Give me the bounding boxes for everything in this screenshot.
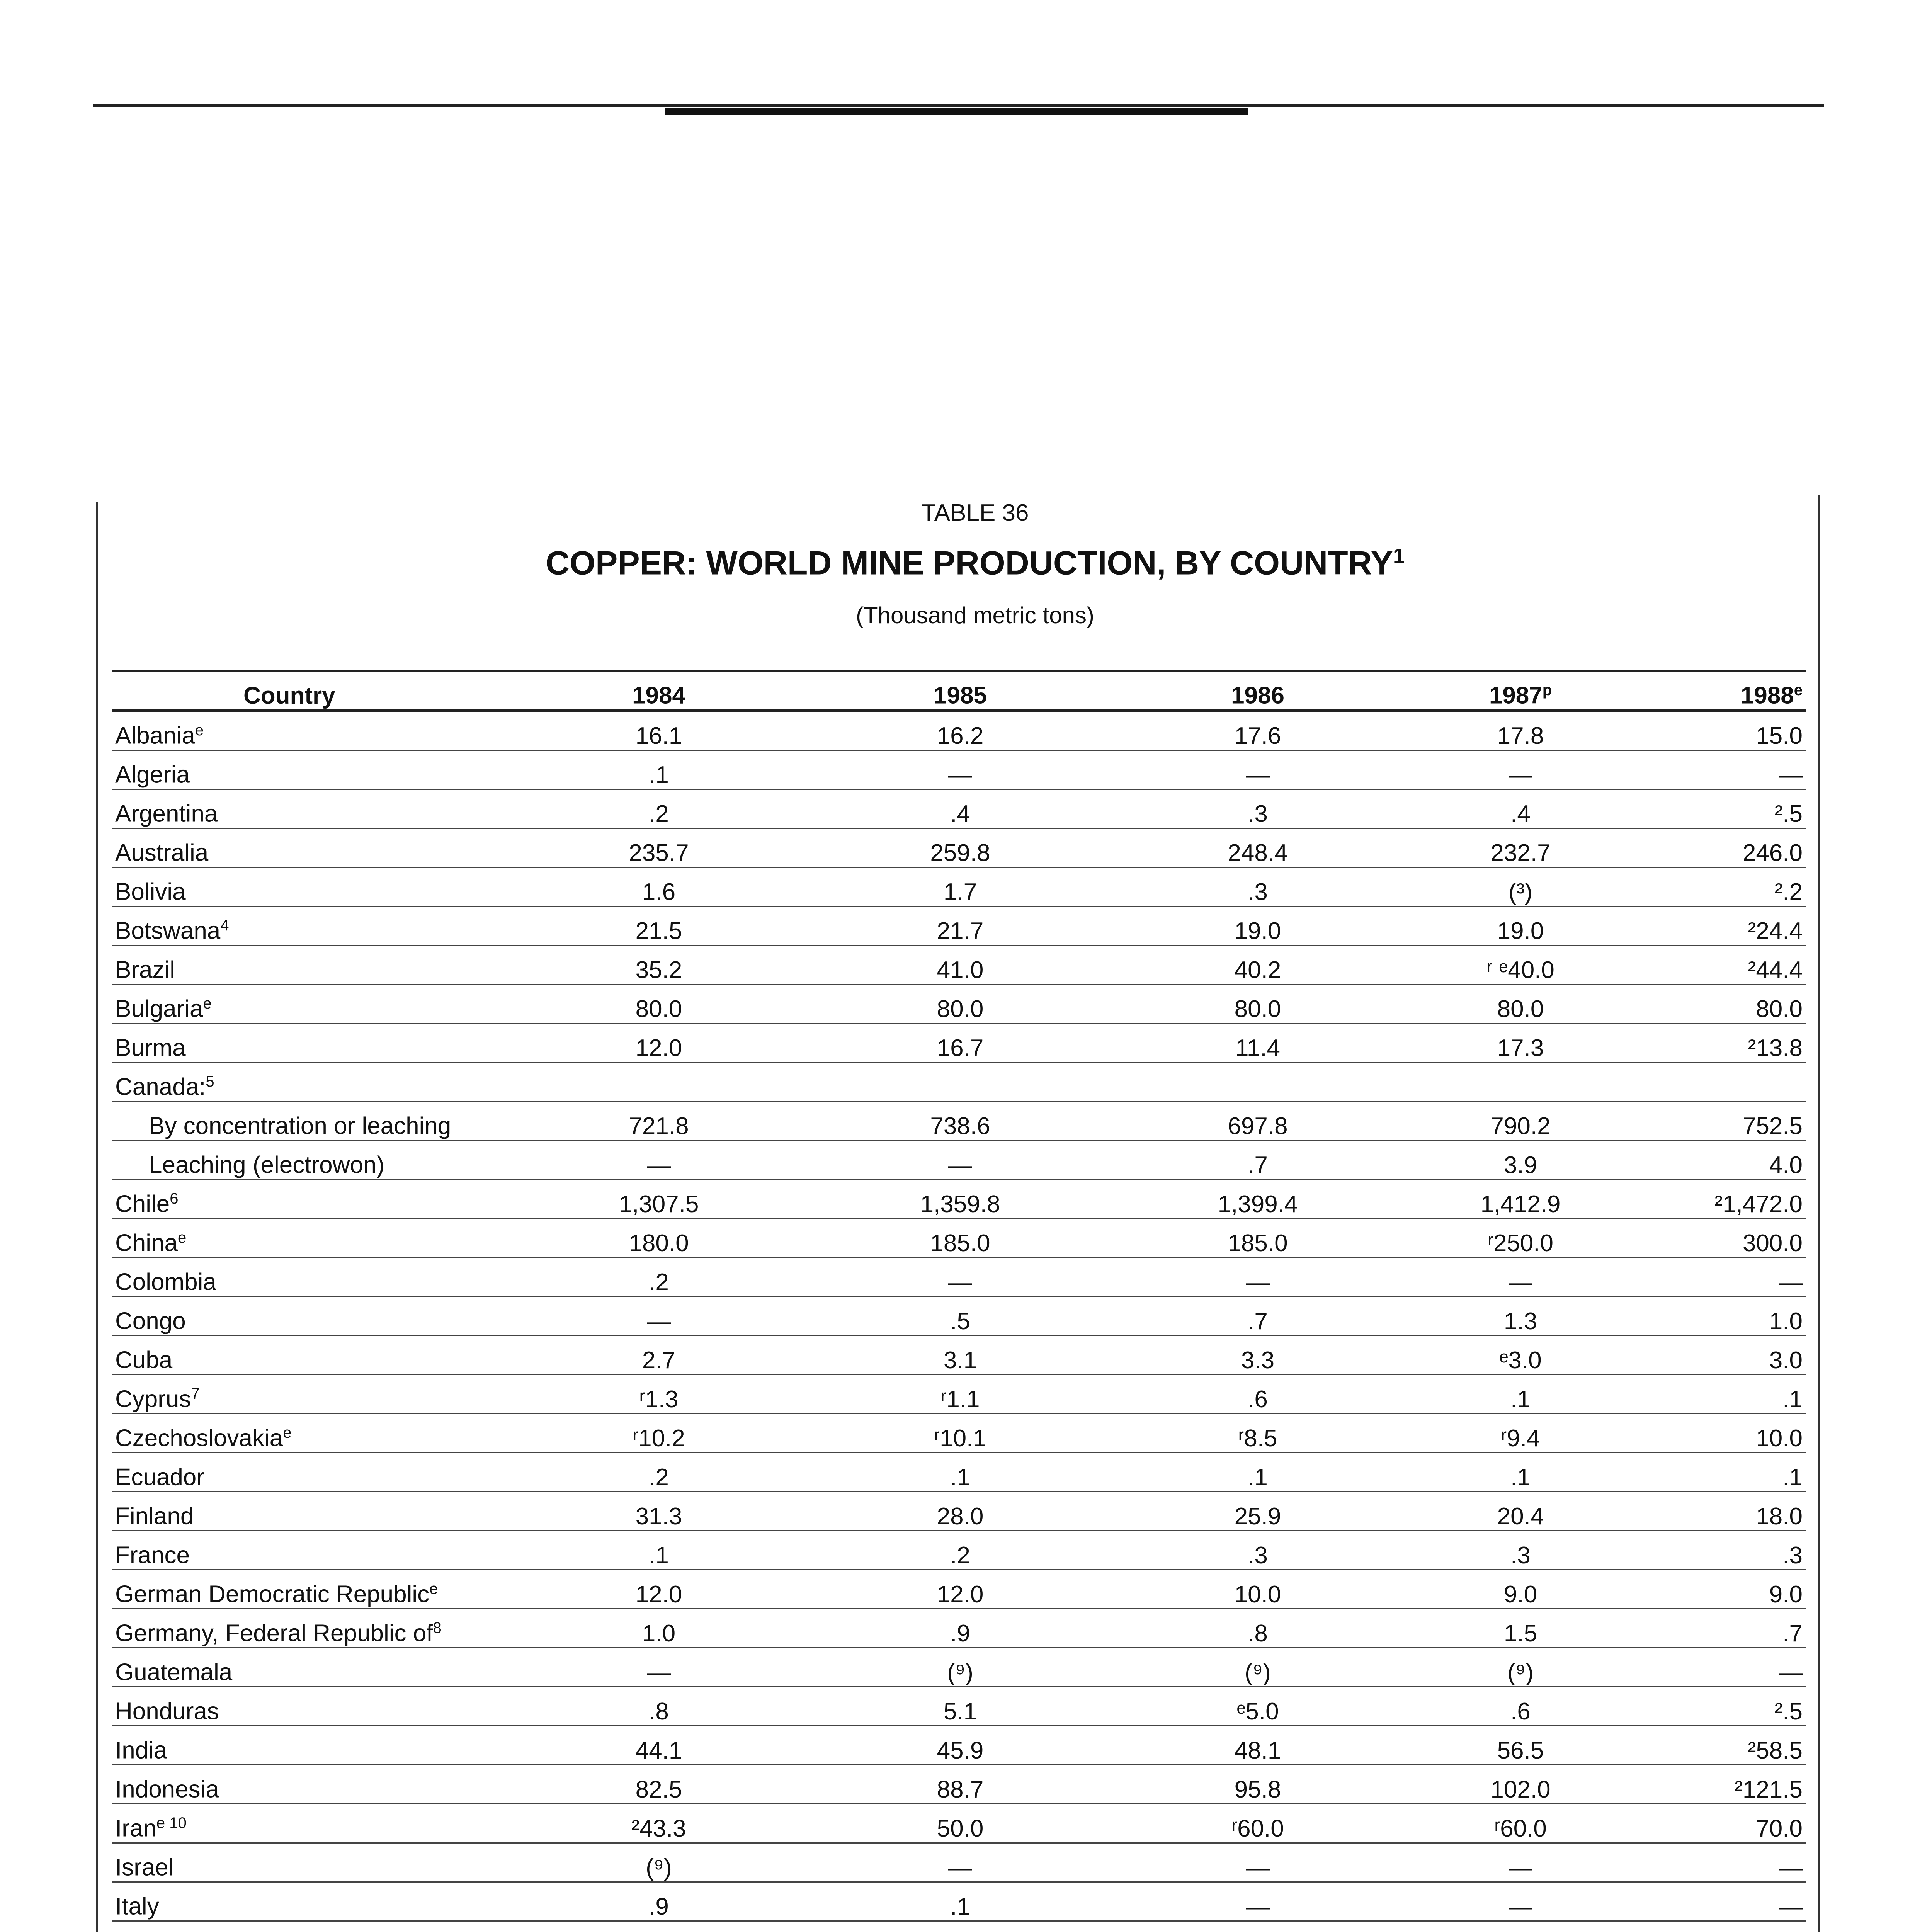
value-cell: 5.1 bbox=[811, 1687, 1109, 1726]
country-cell: Leaching (electrowon) bbox=[112, 1141, 506, 1180]
table-row bbox=[112, 1219, 1806, 1258]
value-cell bbox=[1109, 1063, 1406, 1102]
value-cell: .7 bbox=[1634, 1609, 1806, 1648]
value-cell: .1 bbox=[506, 1531, 811, 1570]
value-cell: 19.0 bbox=[1406, 906, 1634, 946]
country-cell: France bbox=[112, 1531, 506, 1570]
country-cell: Iran$^{e 10}$ bbox=[112, 1804, 506, 1843]
country-cell: Burma bbox=[112, 1024, 506, 1063]
value-cell: (⁹) bbox=[811, 1648, 1109, 1687]
value-cell: 12.0 bbox=[506, 1024, 811, 1063]
value-cell: 180.0 bbox=[506, 1219, 811, 1258]
table-row bbox=[112, 985, 1806, 1024]
production-table bbox=[112, 670, 1806, 1932]
country-cell: Honduras bbox=[112, 1687, 506, 1726]
value-cell: ᵉ5.0 bbox=[1109, 1687, 1406, 1726]
country-cell: Albania$^e$ bbox=[112, 711, 506, 750]
value-cell: 9.0 bbox=[1406, 1570, 1634, 1609]
country-cell: Indonesia bbox=[112, 1765, 506, 1804]
country-cell: Cuba bbox=[112, 1336, 506, 1375]
value-cell: — bbox=[811, 1843, 1109, 1882]
value-cell: — bbox=[1634, 1843, 1806, 1882]
value-cell: ʳ10.2 bbox=[506, 1414, 811, 1453]
value-cell: .6 bbox=[1406, 1687, 1634, 1726]
country-cell: Bulgaria$^e$ bbox=[112, 985, 506, 1024]
country-cell: Finland bbox=[112, 1492, 506, 1531]
table-row bbox=[112, 1180, 1806, 1219]
value-cell: ʳ1.1 bbox=[811, 1375, 1109, 1414]
country-cell: By concentration or leaching bbox=[112, 1102, 506, 1141]
table-row bbox=[112, 1843, 1806, 1882]
value-cell: 17.8 bbox=[1406, 711, 1634, 750]
value-cell: 246.0 bbox=[1634, 828, 1806, 867]
value-cell: .3 bbox=[1109, 1531, 1406, 1570]
value-cell: 3.1 bbox=[811, 1336, 1109, 1375]
value-cell: 82.5 bbox=[506, 1765, 811, 1804]
value-cell: 102.0 bbox=[1406, 1765, 1634, 1804]
table-row bbox=[112, 828, 1806, 867]
value-cell bbox=[506, 1063, 811, 1102]
value-cell: .5 bbox=[811, 1297, 1109, 1336]
table-row bbox=[112, 1531, 1806, 1570]
country-cell: Canada:$^5$ bbox=[112, 1063, 506, 1102]
value-cell: 41.0 bbox=[811, 946, 1109, 985]
value-cell: 48.1 bbox=[1109, 1726, 1406, 1765]
value-cell: 697.8 bbox=[1109, 1102, 1406, 1141]
value-cell: — bbox=[811, 1258, 1109, 1297]
table-row bbox=[112, 1921, 1806, 1932]
value-cell: (⁹) bbox=[506, 1843, 811, 1882]
value-cell: — bbox=[506, 1141, 811, 1180]
country-cell: Cyprus$^7$ bbox=[112, 1375, 506, 1414]
value-cell: — bbox=[1634, 1648, 1806, 1687]
value-cell: 10.0 bbox=[1109, 1570, 1406, 1609]
country-cell: India bbox=[112, 1726, 506, 1765]
table-row bbox=[112, 1570, 1806, 1609]
value-cell: 21.7 bbox=[811, 906, 1109, 946]
value-cell: ʳ9.4 bbox=[1406, 1414, 1634, 1453]
country-cell: Czechoslovakia$^e$ bbox=[112, 1414, 506, 1453]
value-cell: 1,307.5 bbox=[506, 1180, 811, 1219]
header-year: 1985 bbox=[934, 682, 987, 709]
left-margin-rule bbox=[96, 502, 98, 1932]
table-row bbox=[112, 1648, 1806, 1687]
value-cell: 1.7 bbox=[811, 867, 1109, 906]
country-cell: Algeria bbox=[112, 750, 506, 789]
value-cell: .2 bbox=[506, 1258, 811, 1297]
value-cell bbox=[1634, 1921, 1806, 1932]
header-year: 1987$^p$ bbox=[1489, 682, 1552, 709]
table-title-footnote: 1 bbox=[1393, 544, 1405, 568]
value-cell: — bbox=[1109, 1258, 1406, 1297]
value-cell: 20.4 bbox=[1406, 1492, 1634, 1531]
value-cell: .2 bbox=[506, 789, 811, 828]
value-cell: 10.0 bbox=[1634, 1414, 1806, 1453]
value-cell: 248.4 bbox=[1109, 828, 1406, 867]
table-row bbox=[112, 1375, 1806, 1414]
table-row bbox=[112, 1726, 1806, 1765]
value-cell: 1.5 bbox=[1406, 1609, 1634, 1648]
value-cell bbox=[1406, 1063, 1634, 1102]
value-cell: ².5 bbox=[1634, 789, 1806, 828]
value-cell bbox=[1406, 1921, 1634, 1932]
value-cell: 18.0 bbox=[1634, 1492, 1806, 1531]
value-cell: 2.7 bbox=[506, 1336, 811, 1375]
value-cell: .1 bbox=[1406, 1453, 1634, 1492]
country-cell: Australia bbox=[112, 828, 506, 867]
value-cell: .1 bbox=[1634, 1453, 1806, 1492]
header-year: 1984 bbox=[632, 682, 685, 709]
value-cell: 235.7 bbox=[506, 828, 811, 867]
value-cell: — bbox=[506, 1297, 811, 1336]
value-cell: .9 bbox=[506, 1882, 811, 1921]
table-number: TABLE 36 bbox=[921, 500, 1029, 526]
value-cell: — bbox=[1634, 1882, 1806, 1921]
value-cell: ²121.5 bbox=[1634, 1765, 1806, 1804]
value-cell: 80.0 bbox=[1406, 985, 1634, 1024]
value-cell: ²58.5 bbox=[1634, 1726, 1806, 1765]
country-cell: Botswana$^4$ bbox=[112, 906, 506, 946]
country-cell: Colombia bbox=[112, 1258, 506, 1297]
value-cell bbox=[506, 1921, 811, 1932]
right-margin-rule bbox=[1818, 495, 1820, 1932]
country-cell: Germany, Federal Republic $of^8$ bbox=[112, 1609, 506, 1648]
value-cell: — bbox=[1406, 1882, 1634, 1921]
value-cell: 44.1 bbox=[506, 1726, 811, 1765]
value-cell: ʳ8.5 bbox=[1109, 1414, 1406, 1453]
value-cell: .3 bbox=[1109, 867, 1406, 906]
table-row bbox=[112, 906, 1806, 946]
value-cell bbox=[1109, 1921, 1406, 1932]
value-cell: — bbox=[1406, 1843, 1634, 1882]
table-row bbox=[112, 1882, 1806, 1921]
header-year: 1988e bbox=[1740, 682, 1803, 709]
value-cell: 3.3 bbox=[1109, 1336, 1406, 1375]
value-cell: 17.6 bbox=[1109, 711, 1406, 750]
top-rule-thick bbox=[665, 108, 1248, 115]
value-cell: .4 bbox=[811, 789, 1109, 828]
value-cell: 35.2 bbox=[506, 946, 811, 985]
value-cell: 70.0 bbox=[1634, 1804, 1806, 1843]
value-cell: (⁹) bbox=[1109, 1648, 1406, 1687]
value-cell: 3.0 bbox=[1634, 1336, 1806, 1375]
country-cell: Brazil bbox=[112, 946, 506, 985]
value-cell: .2 bbox=[506, 1453, 811, 1492]
table-row bbox=[112, 1765, 1806, 1804]
value-cell: 1,399.4 bbox=[1109, 1180, 1406, 1219]
value-cell: 738.6 bbox=[811, 1102, 1109, 1141]
country-cell: China$^e$ bbox=[112, 1219, 506, 1258]
table-row bbox=[112, 789, 1806, 828]
value-cell: — bbox=[1634, 1258, 1806, 1297]
value-cell: 45.9 bbox=[811, 1726, 1109, 1765]
value-cell: .8 bbox=[506, 1687, 811, 1726]
value-cell: — bbox=[811, 1141, 1109, 1180]
value-cell: (³) bbox=[1406, 867, 1634, 906]
table-row bbox=[112, 1258, 1806, 1297]
value-cell: 232.7 bbox=[1406, 828, 1634, 867]
table-row bbox=[112, 946, 1806, 985]
value-cell: 185.0 bbox=[811, 1219, 1109, 1258]
value-cell: 12.0 bbox=[811, 1570, 1109, 1609]
country-cell: Guatemala bbox=[112, 1648, 506, 1687]
value-cell bbox=[811, 1063, 1109, 1102]
value-cell: ʳ1.3 bbox=[506, 1375, 811, 1414]
table-title bbox=[0, 544, 1932, 583]
value-cell: ᵉ3.0 bbox=[1406, 1336, 1634, 1375]
value-cell: ²24.4 bbox=[1634, 906, 1806, 946]
value-cell: — bbox=[1406, 1258, 1634, 1297]
value-cell: ʳ60.0 bbox=[1109, 1804, 1406, 1843]
table-row bbox=[112, 1297, 1806, 1336]
value-cell: 95.8 bbox=[1109, 1765, 1406, 1804]
value-cell: .4 bbox=[1406, 789, 1634, 828]
value-cell: 1.3 bbox=[1406, 1297, 1634, 1336]
table-row bbox=[112, 1492, 1806, 1531]
value-cell: 17.3 bbox=[1406, 1024, 1634, 1063]
country-cell: Congo bbox=[112, 1297, 506, 1336]
table-header-row bbox=[112, 672, 1806, 711]
value-cell: 1.6 bbox=[506, 867, 811, 906]
value-cell: 25.9 bbox=[1109, 1492, 1406, 1531]
value-cell: 790.2 bbox=[1406, 1102, 1634, 1141]
value-cell: 80.0 bbox=[506, 985, 811, 1024]
value-cell: — bbox=[811, 750, 1109, 789]
country-cell bbox=[112, 1921, 506, 1932]
country-cell: Italy bbox=[112, 1882, 506, 1921]
value-cell: 21.5 bbox=[506, 906, 811, 946]
value-cell: .2 bbox=[811, 1531, 1109, 1570]
value-cell: ²1,472.0 bbox=[1634, 1180, 1806, 1219]
value-cell: — bbox=[1109, 1882, 1406, 1921]
value-cell: 1.0 bbox=[1634, 1297, 1806, 1336]
value-cell: 1,359.8 bbox=[811, 1180, 1109, 1219]
value-cell: 19.0 bbox=[1109, 906, 1406, 946]
value-cell: ʳ250.0 bbox=[1406, 1219, 1634, 1258]
value-cell: ʳ60.0 bbox=[1406, 1804, 1634, 1843]
value-cell: 88.7 bbox=[811, 1765, 1109, 1804]
country-cell: German Democratic Republic$^e$ bbox=[112, 1570, 506, 1609]
value-cell: 56.5 bbox=[1406, 1726, 1634, 1765]
country-cell: Bolivia bbox=[112, 867, 506, 906]
value-cell: .6 bbox=[1109, 1375, 1406, 1414]
value-cell: 9.0 bbox=[1634, 1570, 1806, 1609]
table-row bbox=[112, 1063, 1806, 1102]
table-row bbox=[112, 1414, 1806, 1453]
value-cell: 15.0 bbox=[1634, 711, 1806, 750]
value-cell: .1 bbox=[506, 750, 811, 789]
value-cell: 80.0 bbox=[1109, 985, 1406, 1024]
value-cell: 80.0 bbox=[1634, 985, 1806, 1024]
value-cell: .1 bbox=[811, 1882, 1109, 1921]
value-cell: 300.0 bbox=[1634, 1219, 1806, 1258]
value-cell: .7 bbox=[1109, 1141, 1406, 1180]
value-cell: 16.7 bbox=[811, 1024, 1109, 1063]
value-cell: .9 bbox=[811, 1609, 1109, 1648]
value-cell: .1 bbox=[1634, 1375, 1806, 1414]
value-cell: — bbox=[506, 1648, 811, 1687]
value-cell: .3 bbox=[1406, 1531, 1634, 1570]
value-cell: 16.1 bbox=[506, 711, 811, 750]
table-row bbox=[112, 1024, 1806, 1063]
value-cell: 4.0 bbox=[1634, 1141, 1806, 1180]
value-cell: .1 bbox=[1406, 1375, 1634, 1414]
table-row bbox=[112, 1102, 1806, 1141]
country-cell: Ecuador bbox=[112, 1453, 506, 1492]
value-cell: ²43.3 bbox=[506, 1804, 811, 1843]
table-title-text: COPPER: WORLD MINE PRODUCTION, BY COUNTRY bbox=[545, 544, 1393, 582]
value-cell: 752.5 bbox=[1634, 1102, 1806, 1141]
value-cell: 185.0 bbox=[1109, 1219, 1406, 1258]
table-row bbox=[112, 750, 1806, 789]
value-cell: 11.4 bbox=[1109, 1024, 1406, 1063]
value-cell: — bbox=[1634, 750, 1806, 789]
value-cell: .3 bbox=[1634, 1531, 1806, 1570]
table-row bbox=[112, 1336, 1806, 1375]
table-row bbox=[112, 1453, 1806, 1492]
value-cell: 3.9 bbox=[1406, 1141, 1634, 1180]
value-cell: — bbox=[1109, 1843, 1406, 1882]
value-cell: (⁹) bbox=[1406, 1648, 1634, 1687]
value-cell bbox=[811, 1921, 1109, 1932]
value-cell: 1,412.9 bbox=[1406, 1180, 1634, 1219]
value-cell: 31.3 bbox=[506, 1492, 811, 1531]
table-row bbox=[112, 711, 1806, 750]
table-row bbox=[112, 1141, 1806, 1180]
value-cell: .8 bbox=[1109, 1609, 1406, 1648]
table-row bbox=[112, 1609, 1806, 1648]
header-year: 1986 bbox=[1231, 682, 1284, 709]
value-cell: ʳ10.1 bbox=[811, 1414, 1109, 1453]
value-cell: .3 bbox=[1109, 789, 1406, 828]
value-cell: ².2 bbox=[1634, 867, 1806, 906]
value-cell: — bbox=[1109, 750, 1406, 789]
country-cell: Chile$^6$ bbox=[112, 1180, 506, 1219]
value-cell: 12.0 bbox=[506, 1570, 811, 1609]
country-cell: Israel bbox=[112, 1843, 506, 1882]
value-cell: ².5 bbox=[1634, 1687, 1806, 1726]
table-row bbox=[112, 1687, 1806, 1726]
value-cell: ²13.8 bbox=[1634, 1024, 1806, 1063]
value-cell: 16.2 bbox=[811, 711, 1109, 750]
value-cell: 28.0 bbox=[811, 1492, 1109, 1531]
country-cell: Argentina bbox=[112, 789, 506, 828]
value-cell: ²44.4 bbox=[1634, 946, 1806, 985]
value-cell: 80.0 bbox=[811, 985, 1109, 1024]
value-cell: 721.8 bbox=[506, 1102, 811, 1141]
table-row bbox=[112, 1804, 1806, 1843]
header-country: Country bbox=[243, 682, 335, 709]
value-cell: .1 bbox=[1109, 1453, 1406, 1492]
value-cell bbox=[1634, 1063, 1806, 1102]
value-cell: 1.0 bbox=[506, 1609, 811, 1648]
value-cell: — bbox=[1406, 750, 1634, 789]
value-cell: 50.0 bbox=[811, 1804, 1109, 1843]
value-cell: ʳ ᵉ40.0 bbox=[1406, 946, 1634, 985]
value-cell: .7 bbox=[1109, 1297, 1406, 1336]
top-rule bbox=[93, 104, 1824, 107]
table-row bbox=[112, 867, 1806, 906]
value-cell: .1 bbox=[811, 1453, 1109, 1492]
table-units: (Thousand metric tons) bbox=[856, 602, 1094, 628]
value-cell: 40.2 bbox=[1109, 946, 1406, 985]
value-cell: 259.8 bbox=[811, 828, 1109, 867]
